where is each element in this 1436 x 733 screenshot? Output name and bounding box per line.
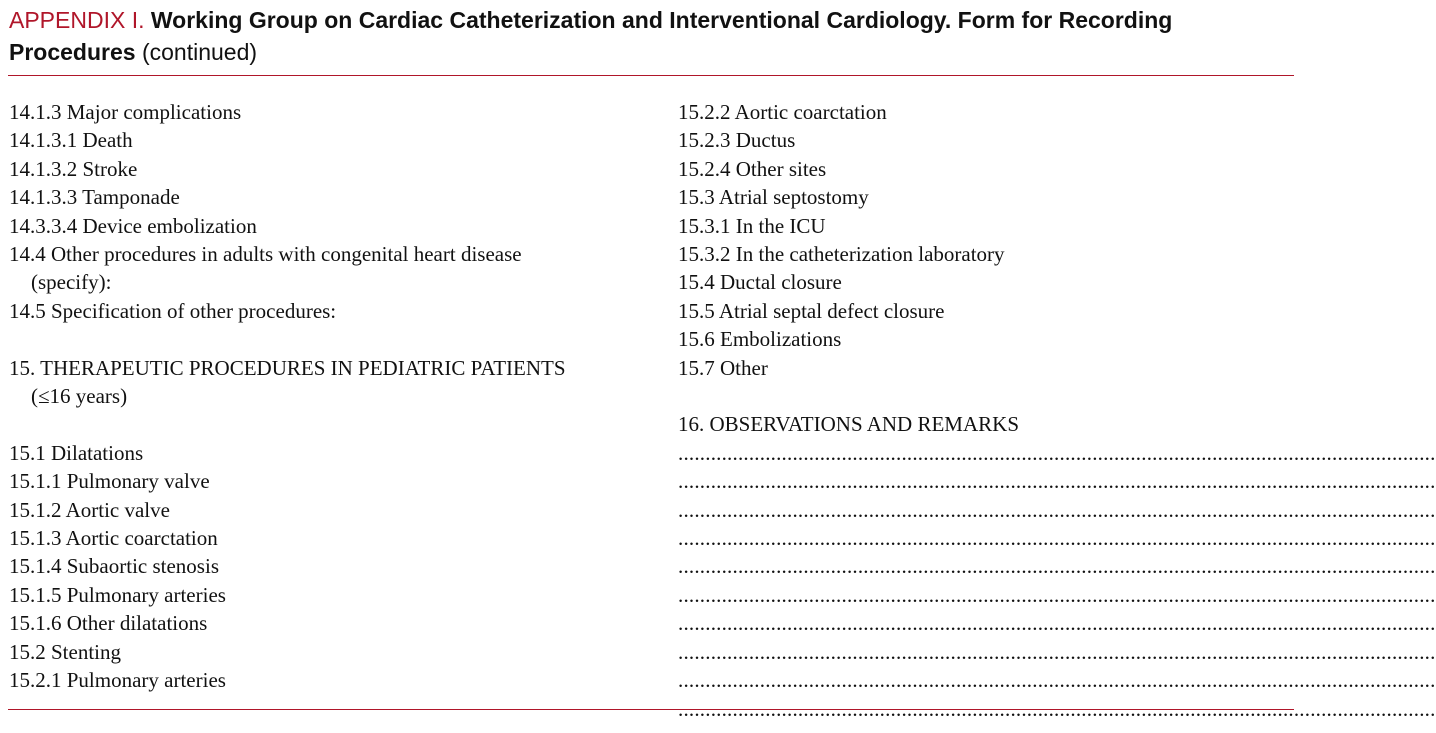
list-item: 15.2.4 Other sites (678, 156, 827, 181)
list-item: 15.1.4 Subaortic stenosis (9, 554, 219, 579)
continued-label: (continued) (141, 39, 258, 65)
spacer (678, 382, 1290, 410)
list-item: 15.3 Atrial septostomy (678, 185, 869, 210)
list-item: 15.5 Atrial septal defect closure (678, 298, 945, 323)
remarks-dotted-line: ........................................................................................................................................... (678, 497, 1436, 522)
list-item: 15.7 Other (678, 355, 768, 380)
remarks-dotted-line: ........................................................................................................................................... (678, 582, 1436, 607)
list-item: 15.3.1 In the ICU (678, 213, 826, 238)
list-item: 15.1 Dilatations (9, 440, 144, 465)
list-item: 14.1.3 Major complications (9, 100, 242, 124)
list-item: 14.4 Other procedures in adults with congenital heart disease (9, 242, 522, 267)
list-item: 14.3.3.4 Device embolization (9, 213, 257, 238)
remarks-dotted-line: ........................................................................................................................................... (678, 554, 1436, 579)
remarks-dotted-line: ........................................................................................................................................... (678, 526, 1436, 551)
form-title: Working Group on Cardiac Catheterization and Interventional Cardiology. Form for Recording Procedures (9, 7, 1173, 65)
list-item: 15.1.5 Pulmonary arteries (9, 582, 226, 607)
left-column (9, 98, 649, 695)
list-item: 15.1.6 Other dilatations (9, 611, 208, 636)
list-item: 15.3.2 In the catheterization laboratory (678, 242, 1005, 267)
spacer (9, 325, 649, 353)
list-item: 15.1.3 Aortic coarctation (9, 526, 218, 551)
spacer (9, 410, 649, 438)
list-item: 14.5 Specification of other procedures: (9, 298, 337, 323)
list-item: 15.1.1 Pulmonary valve (9, 469, 210, 494)
list-item: 15.2.2 Aortic coarctation (678, 100, 887, 124)
list-item: 14.1.3.3 Tamponade (9, 185, 180, 210)
section-heading: 15. THERAPEUTIC PROCEDURES IN PEDIATRIC PATIENTS (9, 355, 566, 380)
list-item-continuation: (specify): (31, 270, 112, 295)
list-item: 15.2.3 Ductus (678, 128, 796, 153)
remarks-dotted-line: ........................................................................................................................................... (678, 668, 1436, 693)
appendix-title (9, 4, 1289, 68)
list-item: 15.6 Embolizations (678, 327, 842, 352)
bottom-divider (8, 709, 1294, 710)
remarks-dotted-line: ........................................................................................................................................... (678, 696, 1436, 721)
appendix-label: APPENDIX I. (9, 7, 145, 33)
section-heading-continuation: (≤16 years) (31, 384, 128, 409)
remarks-dotted-line: ........................................................................................................................................... (678, 611, 1436, 636)
list-item: 14.1.3.1 Death (9, 128, 133, 153)
list-item: 15.2 Stenting (9, 639, 122, 664)
list-item: 15.4 Ductal closure (678, 270, 842, 295)
remarks-lines (678, 439, 1436, 723)
list-item: 15.1.2 Aortic valve (9, 497, 170, 522)
list-item: 15.2.1 Pulmonary arteries (9, 668, 226, 693)
right-column (678, 98, 1436, 723)
remarks-dotted-line: ........................................................................................................................................... (678, 469, 1436, 494)
remarks-dotted-line: ........................................................................................................................................... (678, 440, 1436, 465)
top-divider (8, 75, 1294, 76)
remarks-dotted-line: ........................................................................................................................................... (678, 639, 1436, 664)
list-item: 14.1.3.2 Stroke (9, 156, 138, 181)
observations-heading: 16. OBSERVATIONS AND REMARKS (678, 412, 1019, 437)
